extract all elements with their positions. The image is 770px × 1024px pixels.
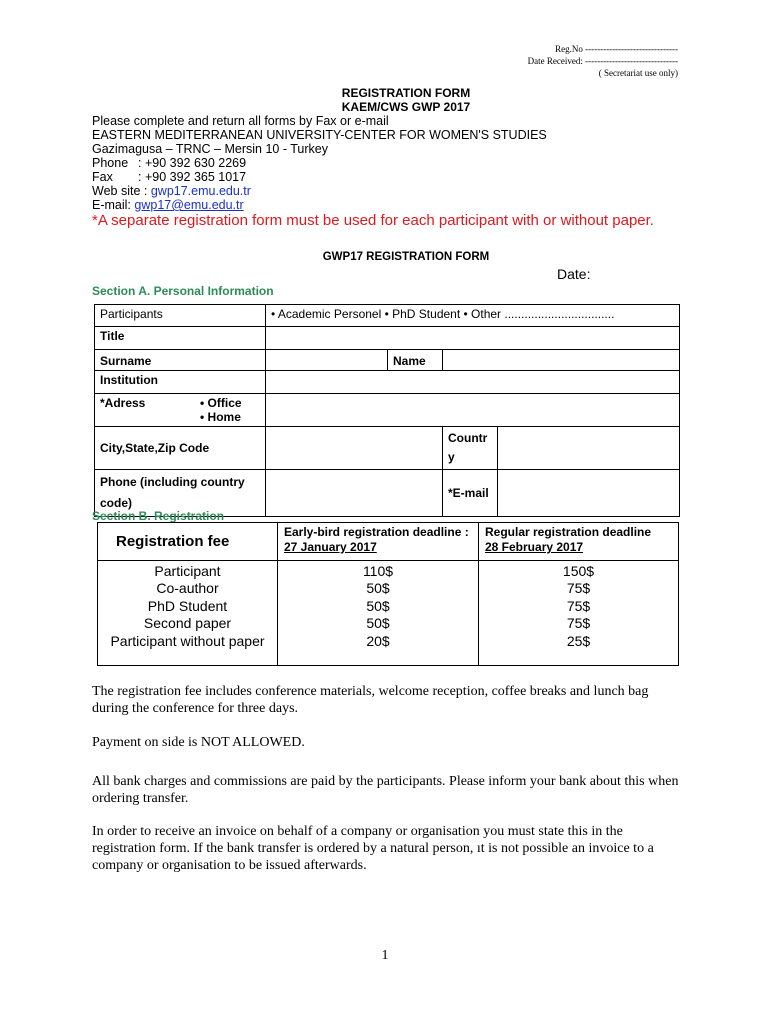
early-fee: 50$	[366, 597, 390, 614]
fax-line	[92, 170, 547, 184]
fee-title: Registration fee	[98, 523, 278, 561]
invoice-paragraph: In order to receive an invoice on behalf of a company or organisation you must state this in the registration form. If the bank transfer is ordered by a natural person, ıt is not possible an invoice to a company or organisation to be issued afterwards.	[92, 824, 654, 873]
registration-office-block	[528, 43, 678, 79]
early-fee-column	[278, 561, 479, 666]
city-field[interactable]	[266, 427, 443, 470]
category-item: Co-author	[156, 580, 219, 597]
country-label: Country	[443, 427, 498, 470]
regular-label: Regular registration deadline	[485, 525, 652, 539]
address-home-option[interactable]: • Home	[200, 410, 241, 424]
category-item: PhD Student	[147, 597, 228, 614]
regular-fee: 25$	[566, 632, 591, 649]
email-field[interactable]	[498, 470, 680, 517]
reg-no-line: Reg.No -------------------------------	[555, 44, 678, 54]
registration-fee-table	[97, 522, 679, 666]
early-fee: 110$	[362, 563, 394, 579]
regular-date: 28 February 2017	[485, 540, 584, 554]
email-label: *E-mail	[443, 470, 498, 517]
early-fee: 50$	[366, 615, 390, 632]
early-bird-header	[278, 523, 479, 561]
regular-fee: 75$	[566, 615, 591, 632]
address-label: *Adress	[100, 396, 146, 410]
date-received-line: Date Received: -------------------------------	[527, 56, 678, 66]
regular-fee: 75$	[566, 580, 591, 597]
regular-fee: 75$	[566, 597, 591, 614]
address-field[interactable]	[266, 394, 680, 427]
phone-label: Phone (including country code)	[95, 470, 266, 517]
email-label: E-mail:	[92, 198, 131, 212]
fax-value: : +90 392 365 1017	[138, 170, 247, 184]
phone-label: Phone	[92, 156, 129, 170]
phone-line	[92, 156, 547, 170]
section-b-heading: Section B. Registration	[92, 509, 225, 523]
category-item: Second paper	[143, 615, 232, 632]
registration-form-title: GWP17 REGISTRATION FORM	[322, 251, 490, 263]
early-bird-label: Early-bird registration deadline :	[284, 525, 469, 539]
category-column	[98, 561, 278, 666]
contact-info	[92, 114, 547, 212]
page-number: 1	[381, 948, 389, 963]
website-link[interactable]: gwp17.emu.edu.tr	[150, 184, 251, 198]
regular-fee-column	[479, 561, 679, 666]
surname-label: Surname	[95, 350, 266, 371]
event-subtitle: KAEM/CWS GWP 2017	[341, 100, 471, 114]
phone-value: : +90 392 630 2269	[138, 156, 247, 170]
separate-form-notice: *A separate registration form must be used for each participant with or without paper.	[92, 212, 654, 229]
surname-field[interactable]	[266, 350, 388, 371]
organization: EASTERN MEDITERRANEAN UNIVERSITY-CENTER FOR WOMEN'S STUDIES	[92, 128, 547, 142]
address: Gazimagusa – TRNC – Mersin 10 - Turkey	[92, 142, 328, 156]
email-line	[92, 198, 547, 212]
title-field[interactable]	[266, 327, 680, 350]
address-options	[200, 396, 242, 424]
name-label: Name	[388, 350, 443, 371]
regular-header	[479, 523, 679, 561]
fax-label: Fax	[92, 170, 113, 184]
form-heading: REGISTRATION FORM	[341, 86, 471, 100]
secretariat-note: ( Secretariat use only)	[598, 68, 678, 78]
name-field[interactable]	[443, 350, 680, 371]
phone-field[interactable]	[266, 470, 443, 517]
category-item: Participant without paper	[110, 632, 265, 649]
early-bird-date: 27 January 2017	[284, 540, 377, 554]
payment-paragraph: Payment on side is NOT ALLOWED.	[92, 735, 305, 750]
early-fee: 20$	[366, 632, 390, 649]
bank-charges-paragraph: All bank charges and commissions are paid by the participants. Please inform your bank about this when ordering transfer.	[92, 774, 679, 806]
email-link[interactable]: gwp17@emu.edu.tr	[134, 198, 244, 212]
participants-label: Participants	[95, 305, 266, 327]
city-label: City,State,Zip Code	[95, 427, 266, 470]
institution-label: Institution	[95, 371, 266, 394]
personal-info-table	[94, 304, 680, 517]
website-line	[92, 184, 547, 198]
early-fee: 50$	[366, 580, 390, 597]
country-field[interactable]	[498, 427, 680, 470]
section-a-heading: Section A. Personal Information	[92, 284, 274, 298]
address-office-option[interactable]: • Office	[200, 396, 242, 410]
category-item: Participant	[154, 563, 221, 579]
address-cell	[95, 394, 266, 427]
website-label: Web site :	[92, 184, 148, 198]
institution-field[interactable]	[266, 371, 680, 394]
title-label: Title	[95, 327, 266, 350]
instructions: Please complete and return all forms by Fax or e-mail	[92, 114, 389, 128]
regular-fee: 150$	[562, 563, 595, 579]
participant-type-options[interactable]: • Academic Personel • PhD Student • Other .................................	[266, 305, 680, 327]
fee-includes-paragraph: The registration fee includes conference materials, welcome reception, coffee breaks and lunch bag during the conference for three days.	[92, 684, 649, 716]
date-label: Date:	[557, 266, 591, 282]
